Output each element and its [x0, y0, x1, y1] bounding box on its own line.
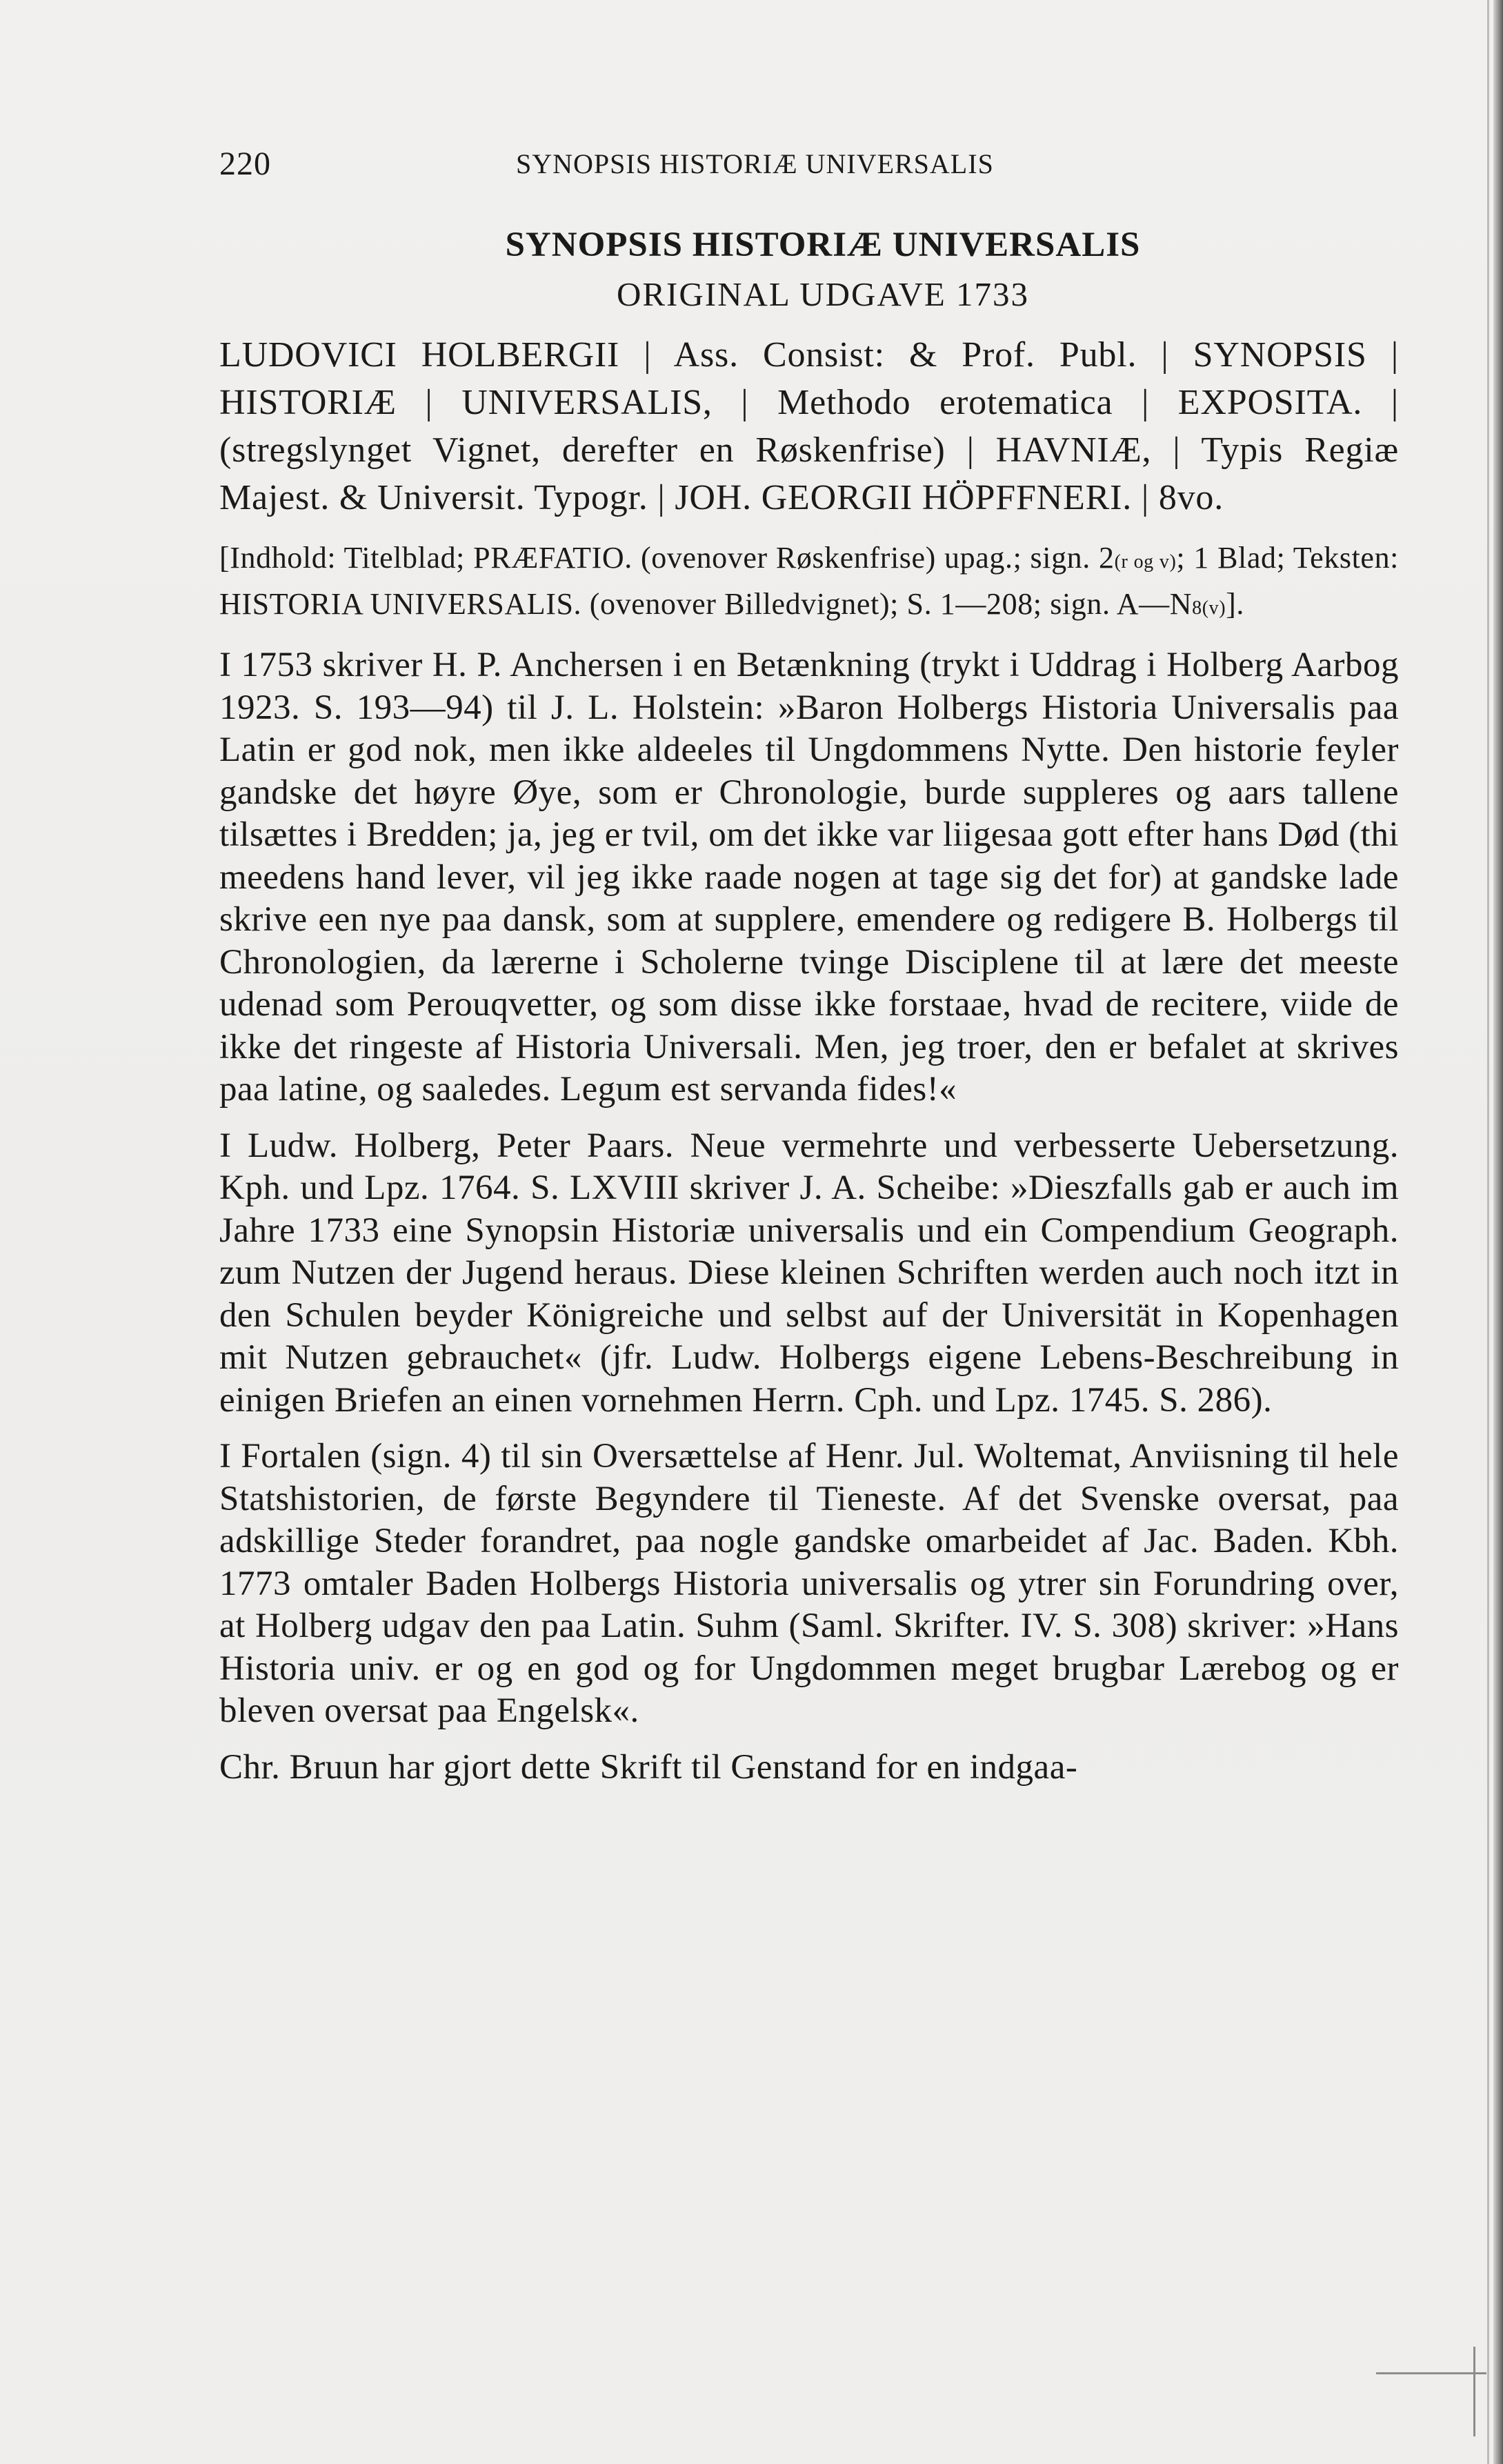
running-head: [219, 145, 1399, 193]
contents-part-1: [Indhold: Titelblad; PRÆFATIO. (ovenover Røskenfrise) upag.; sign. 2: [219, 541, 1115, 575]
scan-corner-mark: [1376, 2372, 1486, 2374]
page-number: 220: [219, 146, 271, 182]
paragraph-anchersen: I 1753 skriver H. P. Anchersen i en Betænkning (trykt i Uddrag i Holberg Aarbog 1923. S. 193—94) til J. L. Holstein: »Baron Holbergs Historia Universalis paa Latin er god nok, men ikke aldeeles til Ungdommens Nytte. Den historie feyler gandske det høyre Øye, som er Chronologie, burde suppleres og aars tallene tilsættes i Bredden; ja, jeg er tvil, om det ikke var liigesaa gott efter hans Død (thi meedens hand lever, vil jeg ikke raade nogen at tage sig det for) at gandske lade skrive een nye paa dansk, som at supplere, emendere og redigere B. Holbergs til Chronologien, da lærerne i Scholerne tvinge Disciplene til at lære det meeste udenad som Perouqvetter, og som disse ikke forstaae, hvad de recitere, viide de ikke det ringeste af Historia Universali. Men, jeg troer, den er befalet at skrives paa latine, og saaledes. Legum est servanda fides!«: [219, 646, 1399, 1109]
bibliographic-title: LUDOVICI HOLBERGII | Ass. Consist: & Prof. Publ. | SYNOPSIS | HISTORIÆ | UNIVERSALIS, | Methodo erotematica | EXPOSITA. | (stregslynget Vignet, derefter en Røskenfrise) | HAVNIÆ, | Typis Regiæ Majest. & Universit. Typogr. | JOH. GEORGII HÖPFFNERI. | 8vo.: [219, 335, 1399, 517]
page-content: [219, 222, 1399, 1802]
contents-part-3: ].: [1226, 587, 1245, 621]
paragraph-bruun: Chr. Bruun har gjort dette Skrift til Genstand for en indgaa-: [219, 1747, 1078, 1787]
contents-description: [219, 537, 1399, 629]
signature-recto-verso: (r og v): [1114, 551, 1177, 573]
paragraph-baden: I Fortalen (sign. 4) til sin Oversættelse af Henr. Jul. Woltemat, Anviisning til hele Statshistorien, de første Begyndere til Tieneste. Af det Svenske oversat, paa adskillige Steder forandret, paa nogle gandske omarbeidet af Jac. Baden. Kbh. 1773 omtaler Baden Holbergs Historia universalis og ytrer sin Forundring over, at Holberg udgav den paa Latin. Suhm (Saml. Skrifter. IV. S. 308) skriver: »Hans Historia univ. er og en god og for Ungdommen meget brugbar Lærebog og er bleven oversat paa Engelsk«.: [219, 1437, 1399, 1730]
section-title: SYNOPSIS HISTORIÆ UNIVERSALIS: [505, 226, 1141, 264]
running-title: SYNOPSIS HISTORIÆ UNIVERSALIS: [516, 148, 994, 179]
signature-n8: 8(v): [1192, 597, 1226, 619]
contents-part-2: ; 1 Blad; Teksten: HISTORIA UNIVERSALIS. (ovenover Billedvignet); S. 1—208; sign. A—N: [219, 541, 1399, 621]
section-subtitle: ORIGINAL UDGAVE 1733: [616, 275, 1030, 313]
page-spine-shadow: [1493, 0, 1503, 2464]
page-edge-line: [1487, 0, 1489, 2464]
scan-corner-mark-vertical: [1473, 2347, 1475, 2436]
paragraph-scheibe: I Ludw. Holberg, Peter Paars. Neue vermehrte und verbesserte Uebersetzung. Kph. und Lpz. 1764. S. LXVIII skriver J. A. Scheibe: »Dieszfalls gab er auch im Jahre 1733 eine Synopsin Historiæ universalis und ein Compendium Geograph. zum Nutzen der Jugend heraus. Diese kleinen Schriften werden auch noch itzt in den Schulen beyder Königreiche und selbst auf der Universität in Kopenhagen mit Nutzen gebrauchet« (jfr. Ludw. Holbergs eigene Lebens-Beschreibung in einigen Briefen an einen vornehmen Herrn. Cph. und Lpz. 1745. S. 286).: [219, 1126, 1399, 1420]
